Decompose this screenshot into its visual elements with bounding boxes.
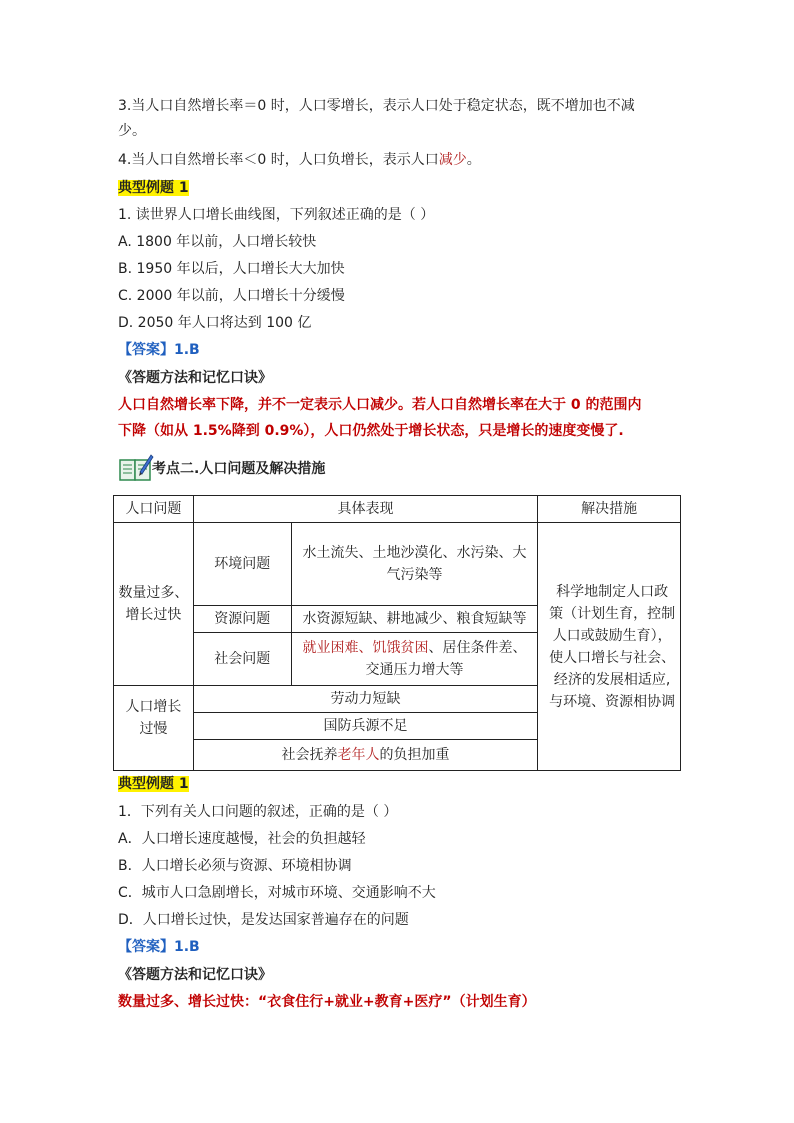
group-too-slow xyxy=(114,686,194,771)
group-2-label-a: 人口增长 xyxy=(125,699,182,715)
measure-line: 使人口增长与社会、 xyxy=(549,649,676,666)
example-1-option-d: D. 2050 年人口将达到 100 亿 xyxy=(118,315,312,331)
example-1-option-c: C. 2000 年以前，人口增长十分缓慢 xyxy=(118,288,345,304)
book-pencil-icon xyxy=(118,452,154,482)
point-4-highlight: 减少 xyxy=(438,152,467,168)
section-2-title: 考点二.人口问题及解决措施 xyxy=(152,461,326,477)
example-2-question: 1．下列有关人口问题的叙述，正确的是（ ） xyxy=(118,804,398,820)
slow-detail-3-end: 的负担加重 xyxy=(379,747,450,763)
resource-detail: 水资源短缺、耕地减少、粮食短缺等 xyxy=(291,606,538,633)
header-problem: 人口问题 xyxy=(114,496,194,523)
measure-line: 人口或鼓励生育）， xyxy=(552,627,672,644)
env-detail xyxy=(291,523,538,606)
group-2-label-b: 过慢 xyxy=(139,721,168,737)
example-2-tips-title: 《答题方法和记忆口诀》 xyxy=(118,967,272,983)
slow-detail-3 xyxy=(193,740,537,771)
point-3-line-a: 3.当人口自然增长率＝0 时，人口零增长，表示人口处于稳定状态，既不增加也不减 xyxy=(118,98,635,114)
social-detail-rest: 、居住条件差、 xyxy=(428,640,527,656)
group-1-label-b: 增长过快 xyxy=(125,607,182,623)
social-detail-a xyxy=(296,637,534,659)
example-2-option-d: D．人口增长过快，是发达国家普遍存在的问题 xyxy=(118,912,409,928)
example-2-tag-line xyxy=(118,774,189,794)
social-label: 社会问题 xyxy=(193,633,291,686)
example-1-answer: 【答案】1.B xyxy=(118,342,200,358)
group-too-many xyxy=(114,523,194,686)
point-3-line-b: 少。 xyxy=(118,123,146,139)
example-tag: 典型例题 1 xyxy=(118,180,189,196)
slow-detail-3-pre: 社会抚养 xyxy=(281,747,338,763)
point-4-text: 4.当人口自然增长率＜0 时，人口负增长，表示人口 xyxy=(118,152,439,168)
slow-detail-3-red: 老年人 xyxy=(337,747,380,763)
population-issues-table xyxy=(113,495,681,771)
social-detail-red: 就业困难、饥饿贫困 xyxy=(302,640,429,656)
env-label: 环境问题 xyxy=(193,523,291,606)
table-header-row xyxy=(114,496,681,523)
example-1-tips-line-2: 下降（如从 1.5%降到 0.9%），人口仍然处于增长状态，只是增长的速度变慢了. xyxy=(118,423,624,439)
example-2-option-a: A．人口增长速度越慢，社会的负担越轻 xyxy=(118,831,366,847)
example-2-tips-line-1: 数量过多、增长过快：“衣食住行+就业+教育+医疗”（计划生育） xyxy=(118,994,536,1010)
example-2-option-b: B．人口增长必须与资源、环境相协调 xyxy=(118,858,352,874)
group-1-label-a: 数量过多、 xyxy=(118,585,189,601)
example-1-option-a: A. 1800 年以前，人口增长较快 xyxy=(118,234,317,250)
point-4-line xyxy=(118,150,481,170)
example-1-tips-line-1: 人口自然增长率下降，并不一定表示人口减少。若人口自然增长率在大于 0 的范围内 xyxy=(118,397,642,413)
example-1-tag-line xyxy=(118,178,189,198)
measure-line: 科学地制定人口政 xyxy=(556,583,669,600)
point-4-end: 。 xyxy=(466,152,481,168)
example-1-question: 1. 读世界人口增长曲线图，下列叙述正确的是（ ） xyxy=(118,207,435,223)
measure-line: 与环境、资源相协调 xyxy=(549,693,676,710)
social-detail xyxy=(291,633,538,686)
header-manifestation: 具体表现 xyxy=(193,496,537,523)
measures-cell xyxy=(538,523,681,771)
table-row xyxy=(114,523,681,606)
env-detail-a: 水土流失、土地沙漠化、水污染、大 xyxy=(302,545,527,561)
measure-line: 策（计划生育，控制 xyxy=(549,605,676,622)
example-1-tips-title: 《答题方法和记忆口诀》 xyxy=(118,370,272,386)
example-tag: 典型例题 1 xyxy=(118,776,189,792)
example-2-option-c: C．城市人口急剧增长，对城市环境、交通影响不大 xyxy=(118,885,436,901)
slow-detail-1: 劳动力短缺 xyxy=(193,686,537,713)
measure-line: 经济的发展相适应, xyxy=(553,671,671,688)
slow-detail-2: 国防兵源不足 xyxy=(193,713,537,740)
resource-label: 资源问题 xyxy=(193,606,291,633)
env-detail-b: 气污染等 xyxy=(386,567,443,583)
example-2-answer: 【答案】1.B xyxy=(118,939,200,955)
header-measures: 解决措施 xyxy=(538,496,681,523)
social-detail-b: 交通压力增大等 xyxy=(365,662,464,678)
example-1-option-b: B. 1950 年以后，人口增长大大加快 xyxy=(118,261,345,277)
